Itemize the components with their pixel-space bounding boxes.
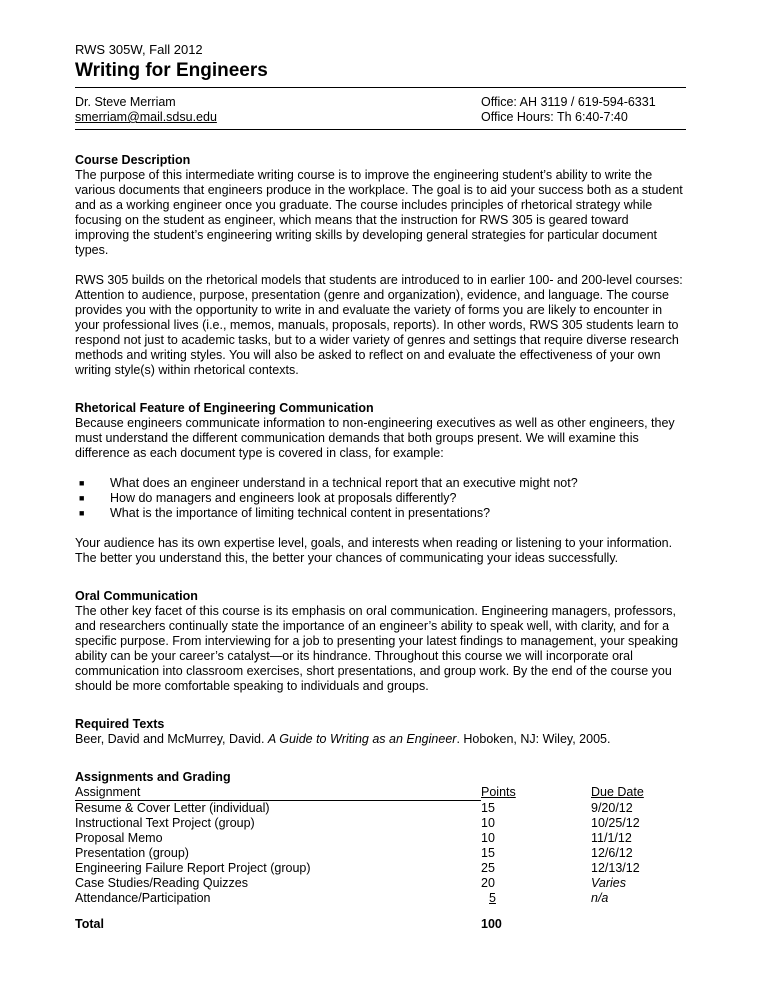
rhetorical-section [75,401,686,566]
bullet-text: How do managers and engineers look at proposals differently? [110,491,457,505]
bullet-text: What is the importance of limiting technical content in presentations? [110,506,491,520]
total-label: Total [75,917,104,931]
table-row [75,861,686,876]
table-row [75,876,686,891]
oral-communication-section [75,589,686,694]
instructor-email-link[interactable]: smerriam@mail.sdsu.edu [75,110,217,124]
rhetorical-bullet-list [75,476,686,521]
points-cell: 20 [481,876,495,890]
course-title: Writing for Engineers [75,60,268,81]
table-row [75,816,686,831]
grading-section [75,770,686,932]
assignment-cell: Case Studies/Reading Quizzes [75,876,249,890]
course-description-heading: Course Description [75,153,191,167]
table-row [75,831,686,846]
oral-communication-text: The other key facet of this course is its emphasis on oral communication. Engineering managers, professors, and researchers continually state the importance of an engineer’s ability to speak well, with clarity, and for a specific purpose. From interviewing for a job to presenting your latest findings to management, your speaking ability can be your career’s catalyst—or its hindrance. Throughout this course we will incorporate oral communication into classroom exercises, short presentations, and group work. By the end of the course you should be more comfortable speaking to individuals and groups. [75,604,679,693]
square-bullet-icon: ■ [79,508,85,518]
due-date-cell: 12/6/12 [591,846,633,860]
required-texts-heading: Required Texts [75,717,165,731]
total-empty-cell [591,906,686,932]
course-code: RWS 305W, Fall 2012 [75,42,203,57]
assignment-column-header: Assignment [75,785,481,801]
points-cell: 25 [481,861,495,875]
office-location: Office: AH 3119 / 619-594-6331 [481,95,656,109]
points-cell: 15 [481,846,495,860]
grading-table [75,785,686,932]
course-description-paragraph-2: RWS 305 builds on the rhetorical models that students are introduced to in earlier 100- and 200-level courses: Attention to audience, purpose, presentation (genre and organization), evidence, and language. The course provides you with the opportunity to write in and evaluate the variety of forms you are likely to encounter in your professional lives (i.e., memos, manuals, proposals, reports). In other words, RWS 305 students learn to respond not just to academic tasks, but to a wider variety of genres and settings that require diverse research methods and writing styles. You will also be asked to reflect on and evaluate the effectiveness of your own writing style(s) within rhetorical contexts. [75,273,683,377]
square-bullet-icon: ■ [79,493,85,503]
syllabus-page [75,42,686,932]
rhetorical-intro: Because engineers communicate information to non-engineering executives as well as other engineers, they must understand the different communication demands that both groups present. We will examine this difference as each document type is covered in class, for example: [75,416,675,460]
course-description-paragraph-1: The purpose of this intermediate writing course is to improve the engineering student’s ability to write the various documents that engineers produce in the workplace. The goal is to aid your success both as a student and as a working engineer once you graduate. The course includes principles of rhetorical strategy while focusing on the student as engineer, which means that the instruction for RWS 305 is geared toward improving the student’s engineering writing skills by developing general strategies for particular document types. [75,168,683,257]
due-date-cell: n/a [591,891,609,905]
required-text-citation [75,732,686,747]
due-date-cell: Varies [591,876,626,890]
oral-communication-heading: Oral Communication [75,589,198,603]
assignment-cell: Presentation (group) [75,846,189,860]
table-row [75,846,686,861]
grading-heading: Assignments and Grading [75,770,231,784]
bullet-text: What does an engineer understand in a technical report that an executive might not? [110,476,578,490]
instructor-contact [75,95,217,125]
list-item [75,476,686,491]
total-row [75,906,686,932]
rhetorical-heading: Rhetorical Feature of Engineering Communication [75,401,374,415]
due-date-cell: 9/20/12 [591,800,633,815]
citation-publisher: . Hoboken, NJ: Wiley, 2005. [456,732,611,746]
list-item [75,506,686,521]
office-hours: Office Hours: Th 6:40-7:40 [481,110,628,124]
list-item [75,491,686,506]
course-description-section [75,153,686,378]
citation-book-title: A Guide to Writing as an Engineer [267,732,457,746]
rhetorical-closing: Your audience has its own expertise level, goals, and interests when reading or listening to your information. The better you understand this, the better your chances of communicating your ideas successfully. [75,536,673,565]
points-column-header: Points [481,785,516,799]
instructor-info [75,88,686,129]
points-cell: 15 [481,800,495,815]
assignment-cell: Engineering Failure Report Project (group) [75,861,311,875]
square-bullet-icon: ■ [79,478,85,488]
table-row [75,891,686,906]
office-info [481,95,686,125]
due-date-cell: 12/13/12 [591,861,640,875]
points-cell: 10 [481,816,495,830]
due-date-column-header: Due Date [591,785,644,799]
assignment-cell: Proposal Memo [75,831,163,845]
due-date-cell: 10/25/12 [591,816,640,830]
required-texts-section [75,717,686,747]
assignment-cell: Attendance/Participation [75,891,211,905]
points-cell [481,891,591,906]
table-row [75,801,686,817]
due-date-cell: 11/1/12 [591,831,632,845]
instructor-name: Dr. Steve Merriam [75,95,176,109]
table-header-row [75,785,686,801]
citation-authors: Beer, David and McMurrey, David. [75,732,268,746]
assignment-cell: Resume & Cover Letter (individual) [75,801,270,815]
points-value: 5 [489,891,496,905]
total-points: 100 [481,917,502,931]
header-rule-bottom [75,129,686,130]
points-cell: 10 [481,831,495,845]
assignment-cell: Instructional Text Project (group) [75,816,255,830]
